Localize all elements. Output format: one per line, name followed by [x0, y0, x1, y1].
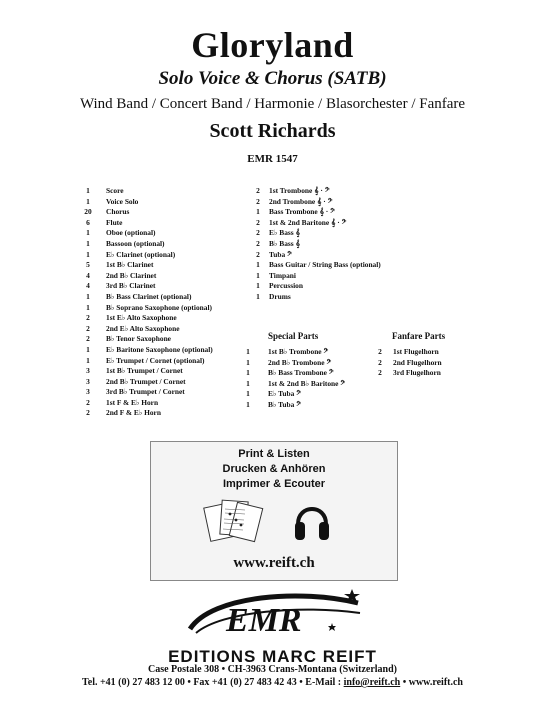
part-quantity: 1	[86, 344, 90, 354]
part-row	[248, 239, 478, 250]
part-name: Flute	[106, 217, 123, 227]
part-quantity: 2	[256, 196, 260, 206]
part-name: 2nd F & E♭ Horn	[106, 408, 161, 418]
part-name: 1st F & E♭ Horn	[106, 397, 159, 407]
score-subtitle: Solo Voice & Chorus (SATB)	[158, 68, 387, 89]
part-name: Percussion	[269, 281, 303, 291]
part-row	[78, 324, 268, 335]
part-name: E♭ Tuba 𝄢	[268, 389, 301, 399]
fanfare-parts-heading: Fanfare Parts	[392, 331, 446, 341]
special-part-row	[238, 368, 368, 379]
special-part-row	[238, 358, 368, 369]
publisher-address: Case Postale 308 • CH-3963 Crans-Montana (Switzerland)	[147, 664, 398, 675]
publisher-name: EDITIONS MARC REIFT	[168, 647, 377, 666]
part-quantity: 1	[256, 260, 260, 270]
part-quantity: 1	[256, 291, 260, 301]
part-name: 2nd B♭ Trumpet / Cornet	[106, 376, 186, 386]
part-name: Oboe (optional)	[106, 228, 156, 238]
sheet-music-icon	[203, 495, 265, 545]
part-name: 1st B♭ Trumpet / Cornet	[106, 366, 183, 376]
part-row	[248, 197, 478, 208]
part-quantity: 1	[86, 249, 90, 259]
part-name: Bassoon (optional)	[106, 238, 165, 248]
promo-website-link[interactable]: www.reift.ch	[233, 555, 315, 571]
part-quantity: 1	[246, 399, 250, 409]
part-row	[78, 186, 268, 197]
part-row	[78, 239, 268, 250]
part-name: 1st B♭ Trombone 𝄢	[268, 347, 329, 356]
part-row	[78, 228, 268, 239]
part-row	[78, 250, 268, 261]
fanfare-part-row	[370, 358, 480, 369]
part-name: Tuba 𝄢	[269, 249, 292, 259]
part-name: 1st Flugelhorn	[393, 347, 439, 356]
part-quantity: 6	[86, 217, 90, 227]
part-name: Chorus	[106, 207, 130, 217]
part-quantity: 1	[86, 355, 90, 365]
promo-line-german: Drucken & Anhören	[222, 463, 326, 475]
part-quantity: 2	[378, 368, 382, 378]
part-quantity: 2	[86, 397, 90, 407]
part-name: 1st E♭ Alto Saxophone	[106, 313, 177, 323]
part-quantity: 5	[86, 260, 90, 270]
headphones-icon	[293, 496, 331, 544]
part-name: 2nd E♭ Alto Saxophone	[106, 323, 180, 333]
part-quantity: 1	[246, 357, 250, 367]
part-name: B♭ Bass Clarinet (optional)	[106, 291, 192, 301]
part-row	[78, 271, 268, 282]
part-row	[78, 197, 268, 208]
part-name: Drums	[269, 291, 291, 301]
part-name: E♭ Trumpet / Cornet (optional)	[106, 355, 205, 365]
part-name: B♭ Tenor Saxophone	[106, 334, 171, 344]
part-row	[248, 292, 478, 303]
part-quantity: 1	[86, 196, 90, 206]
part-quantity: 2	[378, 347, 382, 356]
composer-name: Scott Richards	[209, 120, 336, 142]
part-row	[78, 313, 268, 324]
part-row	[248, 250, 478, 261]
part-name: 3rd B♭ Trumpet / Cornet	[106, 387, 185, 397]
part-row	[248, 281, 478, 292]
part-row	[248, 207, 478, 218]
score-title: Gloryland	[191, 25, 354, 65]
part-name: 1st & 2nd Baritone 𝄞 · 𝄢	[269, 217, 347, 227]
special-parts-heading: Special Parts	[268, 331, 319, 341]
part-quantity: 3	[86, 366, 90, 376]
part-quantity: 1	[246, 378, 250, 388]
part-quantity: 1	[86, 186, 90, 195]
part-name: Bass Guitar / String Bass (optional)	[269, 260, 381, 270]
special-part-row	[238, 389, 368, 400]
contact-phone-fax: Tel. +41 (0) 27 483 12 00 • Fax +41 (0) 27 483 42 43 • E-Mail :	[82, 677, 344, 688]
part-name: E♭ Clarinet (optional)	[106, 249, 176, 259]
part-name: B♭ Soprano Saxophone (optional)	[106, 302, 212, 312]
special-part-row	[238, 400, 368, 411]
part-name: B♭ Bass Trombone 𝄢	[268, 368, 334, 378]
parts-list-right	[248, 186, 478, 303]
part-name: 1st Trombone 𝄞 · 𝄢	[269, 186, 330, 195]
part-quantity: 1	[256, 281, 260, 291]
part-quantity: 4	[86, 270, 90, 280]
part-quantity: 2	[256, 228, 260, 238]
part-name: 2nd Flugelhorn	[393, 357, 442, 367]
fanfare-part-row	[370, 347, 480, 358]
part-name: 2nd Trombone 𝄞 · 𝄢	[269, 196, 333, 206]
part-quantity: 1	[86, 302, 90, 312]
part-quantity: 1	[256, 270, 260, 280]
part-name: B♭ Tuba 𝄢	[268, 399, 301, 409]
part-row	[78, 334, 268, 345]
part-name: 3rd Flugelhorn	[393, 368, 441, 378]
part-name: Voice Solo	[106, 196, 139, 206]
part-row	[78, 281, 268, 292]
part-name: E♭ Baritone Saxophone (optional)	[106, 344, 213, 354]
part-row	[78, 218, 268, 229]
part-row	[248, 228, 478, 239]
fanfare-part-row	[370, 368, 480, 379]
special-part-row	[238, 347, 368, 358]
part-name: 2nd B♭ Clarinet	[106, 270, 157, 280]
contact-website: • www.reift.ch	[400, 677, 463, 688]
part-quantity: 2	[86, 313, 90, 323]
part-name: 1st & 2nd B♭ Baritone 𝄢	[268, 378, 346, 388]
part-row	[78, 292, 268, 303]
print-listen-box[interactable]	[150, 441, 398, 581]
part-quantity: 4	[86, 281, 90, 291]
part-quantity: 3	[86, 387, 90, 397]
part-row	[248, 186, 478, 197]
part-quantity: 2	[256, 238, 260, 248]
part-quantity: 2	[86, 334, 90, 344]
part-row	[78, 260, 268, 271]
contact-email-link[interactable]: info@reift.ch	[343, 677, 401, 688]
part-name: Bass Trombone 𝄞 · 𝄢	[269, 207, 335, 217]
emr-logo	[182, 585, 372, 643]
part-quantity: 1	[246, 368, 250, 378]
part-name: 3rd B♭ Clarinet	[106, 281, 156, 291]
fanfare-parts-list	[370, 347, 480, 379]
part-quantity: 1	[256, 207, 260, 217]
part-row	[78, 207, 268, 218]
part-quantity: 1	[86, 238, 90, 248]
part-quantity: 2	[86, 323, 90, 333]
part-name: B♭ Bass 𝄞	[269, 238, 300, 248]
part-row	[248, 271, 478, 282]
part-quantity: 3	[86, 376, 90, 386]
part-quantity: 2	[256, 249, 260, 259]
part-quantity: 2	[378, 357, 382, 367]
part-name: Timpani	[269, 270, 296, 280]
part-quantity: 1	[86, 291, 90, 301]
publisher-contact	[0, 677, 545, 688]
logo-lettering: EMR	[226, 602, 302, 639]
part-name: 2nd B♭ Trombone 𝄢	[268, 357, 332, 367]
part-row	[248, 218, 478, 229]
part-quantity: 20	[84, 207, 92, 217]
part-name: E♭ Bass 𝄞	[269, 228, 300, 238]
part-quantity: 2	[86, 408, 90, 418]
ensemble-types: Wind Band / Concert Band / Harmonie / Blasorchester / Fanfare	[79, 96, 466, 112]
part-quantity: 2	[256, 217, 260, 227]
part-quantity: 1	[246, 347, 250, 356]
catalog-number: EMR 1547	[247, 153, 298, 165]
part-quantity: 2	[256, 186, 260, 195]
special-parts-list	[238, 347, 368, 411]
promo-line-english: Print & Listen	[238, 448, 310, 460]
part-row	[248, 260, 478, 271]
part-name: Score	[106, 186, 124, 195]
part-quantity: 1	[86, 228, 90, 238]
part-quantity: 1	[246, 389, 250, 399]
special-part-row	[238, 379, 368, 390]
part-name: 1st B♭ Clarinet	[106, 260, 154, 270]
part-row	[78, 303, 268, 314]
promo-line-french: Imprimer & Ecouter	[222, 478, 326, 490]
